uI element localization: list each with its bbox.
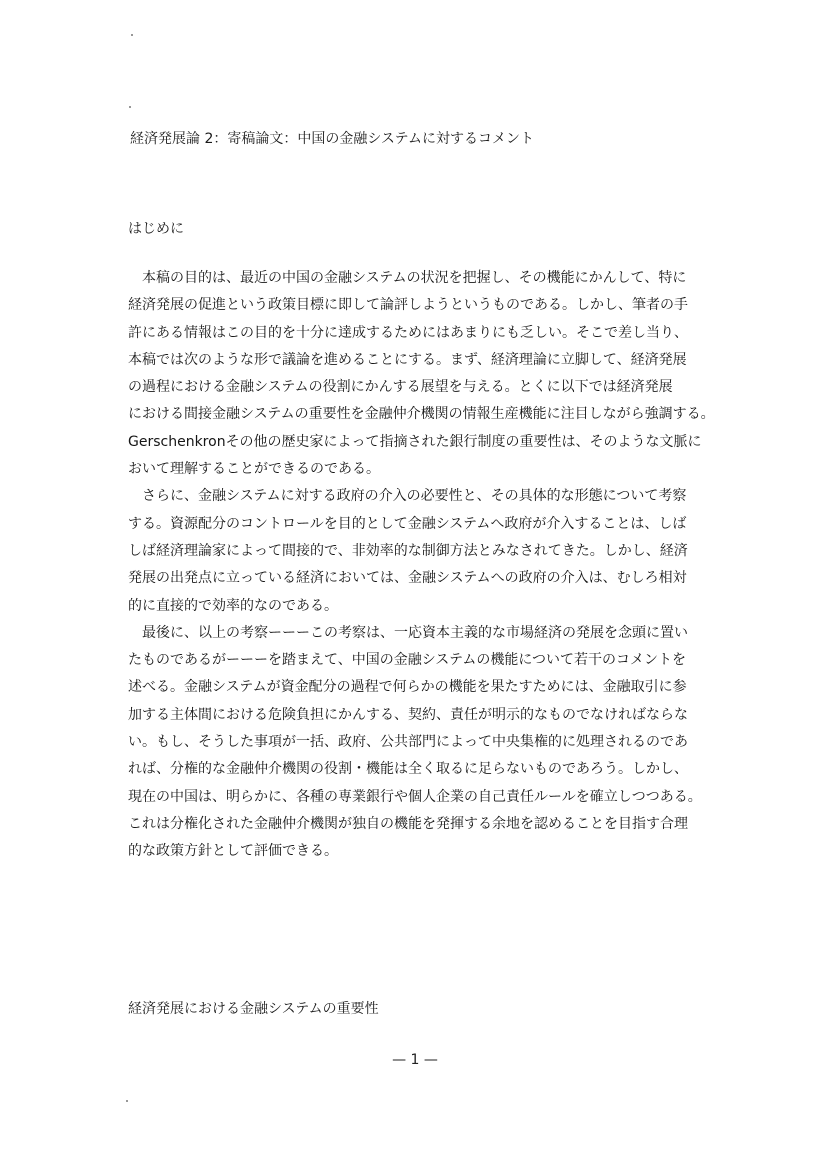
body-line: 最後に、以上の考察ーーーこの考察は、一応資本主義的な市場経済の発展を念頭に置い [128,624,688,641]
page-number: — 1 — [392,1052,438,1068]
body-line: 発展の出発点に立っている経済においては、金融システムへの政府の介入は、むしろ相対 [128,570,687,587]
scan-speck [126,1100,128,1102]
body-line: の過程における金融システムの役割にかんする展望を与える。とくに以下では経済発展 [128,379,673,396]
body-line: さらに、金融システムに対する政府の介入の必要性と、その具体的な形態について考察 [128,488,687,505]
body-line: 経済発展の促進という政策目標に即して論評しようというものである。しかし、筆者の手 [128,297,688,314]
body-line: Gerschenkronその他の歴史家によって指摘された銀行制度の重要性は、そのような文脈に [128,433,702,450]
body-line: たものであるがーーーを踏まえて、中国の金融システムの機能について若干のコメントを [128,652,687,669]
body-line: これは分権化された金融仲介機関が独自の機能を発揮する余地を認めることを目指す合理 [128,815,688,832]
body-line: における間接金融システムの重要性を金融仲介機関の情報生産機能に注目しながら強調する。 [128,406,715,423]
scan-speck [129,106,131,108]
body-line: する。資源配分のコントロールを目的として金融システムへ政府が介入することは、しば [128,515,687,532]
body-text [128,265,738,866]
scan-speck [131,34,133,36]
body-line: 的な政策方針として評価できる。 [128,843,338,860]
body-line: 的に直接的で効率的なのである。 [128,597,338,614]
body-line: れば、分権的な金融仲介機関の役割・機能は全く取るに足らないものであろう。しかし、 [128,761,688,778]
body-line: しば経済理論家によって間接的で、非効率的な制御方法とみなされてきた。しかし、経済 [128,542,688,559]
body-line: 加する主体間における危険負担にかんする、契約、責任が明示的なものでなければならな [128,706,688,723]
body-line: 述べる。金融システムが資金配分の過程で何らかの機能を果たすためには、金融取引に参 [128,679,687,696]
body-line: 本稿では次のような形で議論を進めることにする。まず、経済理論に立脚して、経済発展 [128,351,687,368]
body-line: 許にある情報はこの目的を十分に達成するためにはあまりにも乏しい。そこで差し当り、 [128,324,688,341]
body-line: い。もし、そうした事項が一括、政府、公共部門によって中央集権的に処理されるのであ [128,734,688,751]
section-heading-importance: 経済発展における金融システムの重要性 [128,1001,379,1017]
document-title: 経済発展論 2：寄稿論文：中国の金融システムに対するコメント [130,131,534,147]
body-line: おいて理解することができるのである。 [128,461,380,478]
body-line: 本稿の目的は、最近の中国の金融システムの状況を把握し、その機能にかんして、特に [128,270,687,286]
section-heading-introduction: はじめに [128,221,184,237]
body-line: 現在の中国は、明らかに、各種の専業銀行や個人企業の自己責任ルールを確立しつつある。 [128,788,702,805]
